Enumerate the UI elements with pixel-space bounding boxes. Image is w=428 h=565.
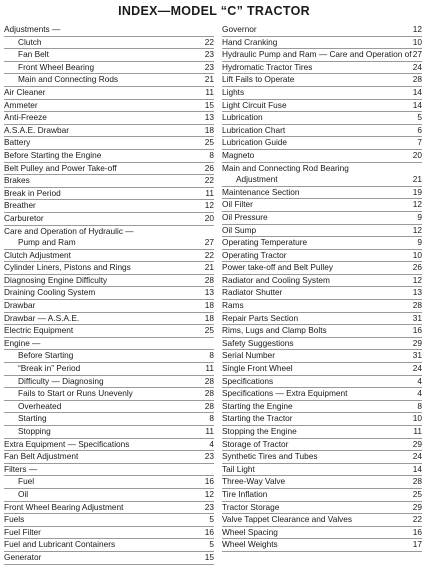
entry-label: Wheel Spacing: [222, 526, 278, 537]
entry-label: Lift Fails to Operate: [222, 74, 295, 85]
entry-label: Oil Sump: [222, 224, 257, 235]
entry-label: Electric Equipment: [4, 325, 74, 336]
entry-label: Three-Way Valve: [222, 476, 286, 487]
entry-label: Rims, Lugs and Clamp Bolts: [222, 325, 327, 336]
entry-page-number: 15: [204, 551, 214, 562]
entry-page-number: 14: [412, 86, 422, 97]
entry-page-number: 11: [205, 363, 214, 374]
index-entry: [222, 49, 422, 62]
index-entry: [4, 100, 214, 113]
entry-page-number: 9: [417, 211, 422, 222]
index-entry: [4, 527, 214, 540]
index-entry: [222, 100, 422, 113]
entry-page-number: 11: [205, 86, 214, 97]
entry-label: Fuels: [4, 514, 25, 525]
entry-page-number: 28: [412, 74, 422, 85]
entry-label: Single Front Wheel: [222, 363, 293, 374]
index-entry: [4, 137, 214, 150]
entry-page-number: 29: [412, 438, 422, 449]
index-entry: [222, 237, 422, 250]
index-entry: [4, 451, 214, 464]
entry-label: Fails to Start or Runs Unevenly: [18, 388, 133, 399]
entry-label: Ammeter: [4, 99, 38, 110]
index-entry: [222, 262, 422, 275]
index-entry: [4, 226, 214, 238]
index-entry: [4, 313, 214, 326]
entry-page-number: 22: [204, 249, 214, 260]
entry-page-number: 12: [204, 488, 214, 499]
entry-page-number: 26: [204, 162, 214, 173]
index-entry: [222, 464, 422, 477]
index-entry: [222, 413, 422, 426]
index-entry: [4, 388, 214, 401]
index-entry: [4, 37, 214, 50]
entry-page-number: 28: [412, 476, 422, 487]
entry-label: Breather: [4, 200, 36, 211]
entry-page-number: 12: [412, 199, 422, 210]
entry-label: Magneto: [222, 149, 255, 160]
entry-page-number: 10: [412, 413, 422, 424]
entry-page-number: 18: [204, 312, 214, 323]
entry-label: Oil Pressure: [222, 211, 268, 222]
entry-page-number: 13: [412, 287, 422, 298]
entry-label: Main and Connecting Rods: [18, 74, 119, 85]
entry-page-number: 8: [209, 350, 214, 361]
entry-page-number: 5: [209, 539, 214, 550]
entry-label: Operating Temperature: [222, 237, 308, 248]
entry-page-number: 13: [204, 287, 214, 298]
entry-label: Care and Operation of Hydraulic —: [4, 225, 134, 236]
entry-label: Adjustment: [236, 174, 278, 185]
index-entry: [222, 275, 422, 288]
entry-label: “Break in” Period: [18, 363, 81, 374]
index-entry: [222, 350, 422, 363]
entry-label: Serial Number: [222, 350, 276, 361]
index-entry: [4, 376, 214, 389]
entry-page-number: 23: [204, 451, 214, 462]
entry-label: Hand Cranking: [222, 36, 278, 47]
entry-label: Clutch: [18, 36, 42, 47]
entry-label: Draining Cooling System: [4, 287, 96, 298]
entry-label: Hydromatic Tractor Tires: [222, 61, 313, 72]
entry-page-number: 20: [412, 149, 422, 160]
index-entry: [4, 300, 214, 313]
entry-page-number: 28: [204, 375, 214, 386]
index-entry: [4, 87, 214, 100]
entry-label: Oil Filter: [222, 199, 253, 210]
index-entry: [4, 476, 214, 489]
index-entry: [222, 74, 422, 87]
entry-page-number: 10: [412, 249, 422, 260]
index-entry: [222, 137, 422, 150]
index-entry: [222, 388, 422, 401]
index-entry: [4, 350, 214, 363]
entry-page-number: 16: [204, 476, 214, 487]
entry-label: Synthetic Tires and Tubes: [222, 451, 318, 462]
entry-label: Front Wheel Bearing: [18, 61, 95, 72]
entry-label: Clutch Adjustment: [4, 249, 71, 260]
index-entry: [4, 200, 214, 213]
entry-label: Brakes: [4, 175, 30, 186]
entry-label: Lubrication: [222, 112, 263, 123]
entry-label: Main and Connecting Rod Bearing: [222, 162, 349, 173]
index-entry: [222, 199, 422, 212]
entry-label: Repair Parts Section: [222, 312, 299, 323]
entry-label: A.S.A.E. Drawbar: [4, 124, 70, 135]
index-left-column: [4, 24, 214, 565]
index-entry: [4, 439, 214, 452]
entry-page-number: 18: [204, 124, 214, 135]
entry-page-number: 16: [412, 526, 422, 537]
entry-label: Operating Tractor: [222, 249, 287, 260]
entry-page-number: 28: [204, 400, 214, 411]
entry-label: Fan Belt Adjustment: [4, 451, 79, 462]
entry-page-number: 14: [412, 463, 422, 474]
entry-page-number: 25: [412, 488, 422, 499]
entry-page-number: 12: [204, 200, 214, 211]
entry-page-number: 8: [417, 400, 422, 411]
entry-label: Stopping: [18, 426, 51, 436]
entry-label: Radiator Shutter: [222, 287, 283, 298]
entry-page-number: 4: [417, 388, 422, 399]
entry-label: Pump and Ram: [18, 237, 76, 248]
entry-page-number: 28: [204, 388, 214, 399]
entry-page-number: 7: [417, 137, 422, 148]
index-entry: [4, 213, 214, 226]
entry-page-number: 12: [412, 224, 422, 235]
index-entry: [4, 24, 214, 37]
index-entry: [4, 275, 214, 288]
index-entry: [222, 112, 422, 125]
entry-label: Fuel: [18, 476, 35, 487]
entry-label: Stopping the Engine: [222, 426, 297, 436]
entry-page-number: 21: [204, 262, 214, 273]
entry-page-number: 22: [204, 175, 214, 186]
entry-label: Overheated: [18, 400, 62, 411]
entry-page-number: 5: [417, 112, 422, 123]
entry-label: Storage of Tractor: [222, 438, 289, 449]
entry-label: Fan Belt: [18, 49, 49, 60]
entry-label: Carburetor: [4, 212, 44, 223]
entry-label: Specifications — Extra Equipment: [222, 388, 348, 399]
entry-page-number: 26: [412, 262, 422, 273]
entry-label: Engine —: [4, 337, 41, 348]
index-entry: [4, 338, 214, 351]
entry-label: Specifications: [222, 375, 274, 386]
index-entry: [4, 514, 214, 527]
index-entry: [222, 325, 422, 338]
entry-page-number: 29: [412, 337, 422, 348]
index-entry: [222, 527, 422, 540]
entry-label: Adjustments —: [4, 24, 61, 34]
index-entry: [222, 313, 422, 326]
entry-page-number: 17: [412, 539, 422, 550]
entry-page-number: 29: [412, 501, 422, 512]
entry-page-number: 11: [413, 426, 422, 436]
entry-label: Fuel Filter: [4, 526, 41, 537]
index-entry: [222, 24, 422, 37]
entry-page-number: 15: [204, 99, 214, 110]
index-entry: [4, 112, 214, 125]
entry-page-number: 4: [417, 375, 422, 386]
entry-label: Drawbar: [4, 300, 36, 311]
entry-label: Radiator and Cooling System: [222, 274, 330, 285]
index-entry: [4, 250, 214, 263]
entry-page-number: 8: [209, 149, 214, 160]
index-entry: [222, 125, 422, 138]
index-entry: [222, 502, 422, 515]
entry-label: Belt Pulley and Power Take-off: [4, 162, 117, 173]
entry-page-number: 18: [204, 300, 214, 311]
index-entry: [222, 451, 422, 464]
entry-page-number: 25: [204, 137, 214, 148]
entry-page-number: 28: [412, 300, 422, 311]
entry-label: Air Cleaner: [4, 86, 46, 97]
index-entry: [4, 552, 214, 565]
index-entry: [4, 150, 214, 163]
entry-page-number: 5: [209, 514, 214, 525]
entry-page-number: 31: [412, 312, 422, 323]
entry-page-number: 28: [204, 274, 214, 285]
entry-page-number: 22: [204, 36, 214, 47]
index-entry: [4, 49, 214, 62]
entry-page-number: 31: [412, 350, 422, 361]
index-entry: [4, 237, 214, 250]
entry-label: Maintenance Section: [222, 186, 300, 197]
index-entry: [4, 62, 214, 75]
entry-page-number: 16: [412, 325, 422, 336]
entry-label: Lights: [222, 86, 245, 97]
index-entry: [222, 426, 422, 439]
entry-page-number: 19: [412, 186, 422, 197]
entry-label: Battery: [4, 137, 31, 148]
entry-label: Tractor Storage: [222, 501, 280, 512]
entry-label: Rams: [222, 300, 244, 311]
entry-label: Valve Tappet Clearance and Valves: [222, 514, 353, 525]
index-entry: [4, 539, 214, 552]
entry-page-number: 6: [417, 124, 422, 135]
entry-page-number: 21: [204, 74, 214, 85]
entry-page-number: 21: [412, 174, 422, 185]
entry-page-number: 20: [204, 212, 214, 223]
index-entry: [222, 225, 422, 238]
index-entry: [4, 262, 214, 275]
entry-page-number: 23: [204, 501, 214, 512]
index-entry: [222, 338, 422, 351]
index-entry: [4, 325, 214, 338]
index-entry: [4, 363, 214, 376]
entry-page-number: 4: [209, 438, 214, 449]
entry-label: Extra Equipment — Specifications: [4, 438, 130, 449]
entry-label: Front Wheel Bearing Adjustment: [4, 501, 124, 512]
index-right-column: [222, 24, 422, 552]
index-entry: [222, 187, 422, 200]
entry-label: Starting the Engine: [222, 400, 293, 411]
entry-label: Difficulty — Diagnosing: [18, 375, 104, 386]
index-entry: [4, 426, 214, 439]
index-entry: [222, 87, 422, 100]
entry-label: Light Circuit Fuse: [222, 99, 287, 110]
entry-label: Tire Inflation: [222, 488, 268, 499]
entry-page-number: 13: [204, 112, 214, 123]
index-entry: [222, 363, 422, 376]
entry-page-number: 24: [412, 363, 422, 374]
entry-page-number: 8: [209, 413, 214, 424]
index-entry: [222, 287, 422, 300]
index-entry: [222, 174, 422, 187]
entry-label: Fuel and Lubricant Containers: [4, 539, 116, 550]
entry-label: Break in Period: [4, 187, 61, 198]
entry-label: Starting: [18, 413, 47, 424]
entry-label: Oil: [18, 488, 29, 499]
entry-label: Diagnosing Engine Difficulty: [4, 274, 108, 285]
entry-label: Lubrication Chart: [222, 124, 286, 135]
index-entry: [222, 62, 422, 75]
index-entry: [4, 502, 214, 515]
entry-page-number: 16: [204, 526, 214, 537]
entry-page-number: 14: [412, 99, 422, 110]
entry-label: Drawbar — A.S.A.E.: [4, 312, 80, 323]
entry-page-number: 27: [412, 49, 422, 60]
index-entry: [4, 188, 214, 201]
entry-label: Governor: [222, 24, 257, 34]
entry-page-number: 22: [412, 514, 422, 525]
index-entry: [4, 287, 214, 300]
entry-page-number: 11: [205, 426, 214, 436]
entry-label: Cylinder Liners, Pistons and Rings: [4, 262, 131, 273]
entry-label: Anti-Freeze: [4, 112, 47, 123]
index-entry: [4, 175, 214, 188]
entry-label: Before Starting: [18, 350, 74, 361]
index-entry: [222, 212, 422, 225]
entry-page-number: 24: [412, 61, 422, 72]
entry-page-number: 23: [204, 61, 214, 72]
entry-label: Generator: [4, 551, 42, 562]
index-title: INDEX—MODEL “C” TRACTOR: [118, 4, 310, 18]
index-entry: [222, 401, 422, 414]
index-entry: [222, 150, 422, 163]
entry-label: Safety Suggestions: [222, 337, 294, 348]
entry-page-number: 11: [205, 187, 214, 198]
index-entry: [222, 250, 422, 263]
index-entry: [222, 514, 422, 527]
entry-page-number: 23: [204, 49, 214, 60]
entry-label: Hydraulic Pump and Ram — Care and Operation of: [222, 49, 412, 60]
entry-label: Lubrication Guide: [222, 137, 288, 148]
index-entry: [222, 37, 422, 50]
entry-label: Before Starting the Engine: [4, 149, 102, 160]
index-entry: [222, 539, 422, 552]
entry-page-number: 12: [412, 24, 422, 34]
entry-label: Wheel Weights: [222, 539, 278, 550]
index-entry: [4, 125, 214, 138]
entry-label: Filters —: [4, 463, 38, 474]
index-entry: [222, 439, 422, 452]
entry-page-number: 10: [412, 36, 422, 47]
entry-page-number: 24: [412, 451, 422, 462]
index-entry: [4, 413, 214, 426]
entry-page-number: 12: [412, 274, 422, 285]
entry-page-number: 25: [204, 325, 214, 336]
index-entry: [222, 476, 422, 489]
index-entry: [4, 163, 214, 176]
entry-label: Tail Light: [222, 463, 255, 474]
index-entry: [222, 376, 422, 389]
index-entry: [222, 163, 422, 175]
entry-label: Starting the Tractor: [222, 413, 293, 424]
index-entry: [4, 401, 214, 414]
entry-page-number: 9: [417, 237, 422, 248]
index-entry: [222, 300, 422, 313]
entry-label: Power take-off and Belt Pulley: [222, 262, 333, 273]
index-entry: [4, 74, 214, 87]
index-entry: [4, 464, 214, 477]
entry-page-number: 27: [204, 237, 214, 248]
